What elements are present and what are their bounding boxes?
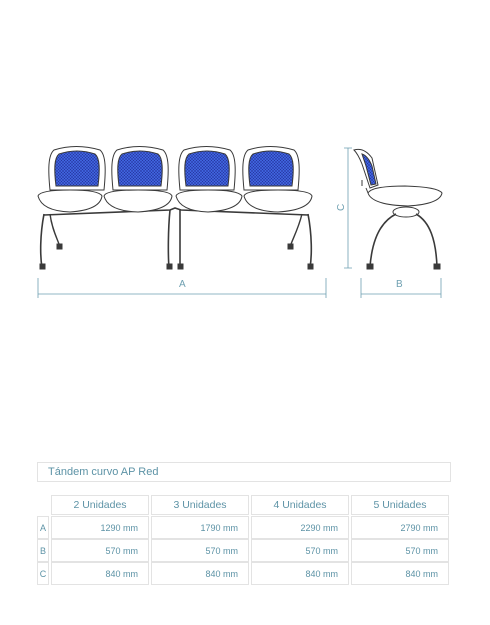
table-cell: 570 mm [251,539,349,562]
table-row-a [37,516,453,539]
product-title: Tándem curvo AP Red [37,462,451,482]
table-cell: 1290 mm [51,516,149,539]
seat-2 [104,190,172,212]
seat-4 [244,190,312,212]
seat-back-1 [49,147,105,191]
table-header-2-units: 2 Unidades [51,495,149,515]
table-cell: 570 mm [351,539,449,562]
table-cell: 570 mm [51,539,149,562]
seat-1 [38,190,102,212]
table-row-c [37,562,453,585]
row-key: A [37,516,49,539]
table-header-4-units: 4 Unidades [251,495,349,515]
table-cell: 840 mm [51,562,149,585]
seat-3 [176,190,242,212]
seat-back-3 [179,147,235,191]
seat-back-4 [243,147,299,191]
table-cell: 2290 mm [251,516,349,539]
table-cell: 840 mm [151,562,249,585]
table-header-corner [37,495,49,515]
product-technical-drawing [0,0,490,310]
table-row-b [37,539,453,562]
seat-back-2 [112,147,168,191]
table-header-3-units: 3 Unidades [151,495,249,515]
table-cell: 2790 mm [351,516,449,539]
table-header-5-units: 5 Unidades [351,495,449,515]
row-key: B [37,539,49,562]
table-cell: 1790 mm [151,516,249,539]
table-header-row [37,495,453,515]
table-cell: 840 mm [251,562,349,585]
dimension-label-a: A [179,279,186,290]
dimension-label-c: C [336,203,347,211]
dimensions-table [37,495,453,585]
row-key: C [37,562,49,585]
table-cell: 570 mm [151,539,249,562]
tandem-front-view [38,147,313,270]
dimension-label-b: B [396,279,403,290]
table-cell: 840 mm [351,562,449,585]
chair-side-view [354,149,442,269]
